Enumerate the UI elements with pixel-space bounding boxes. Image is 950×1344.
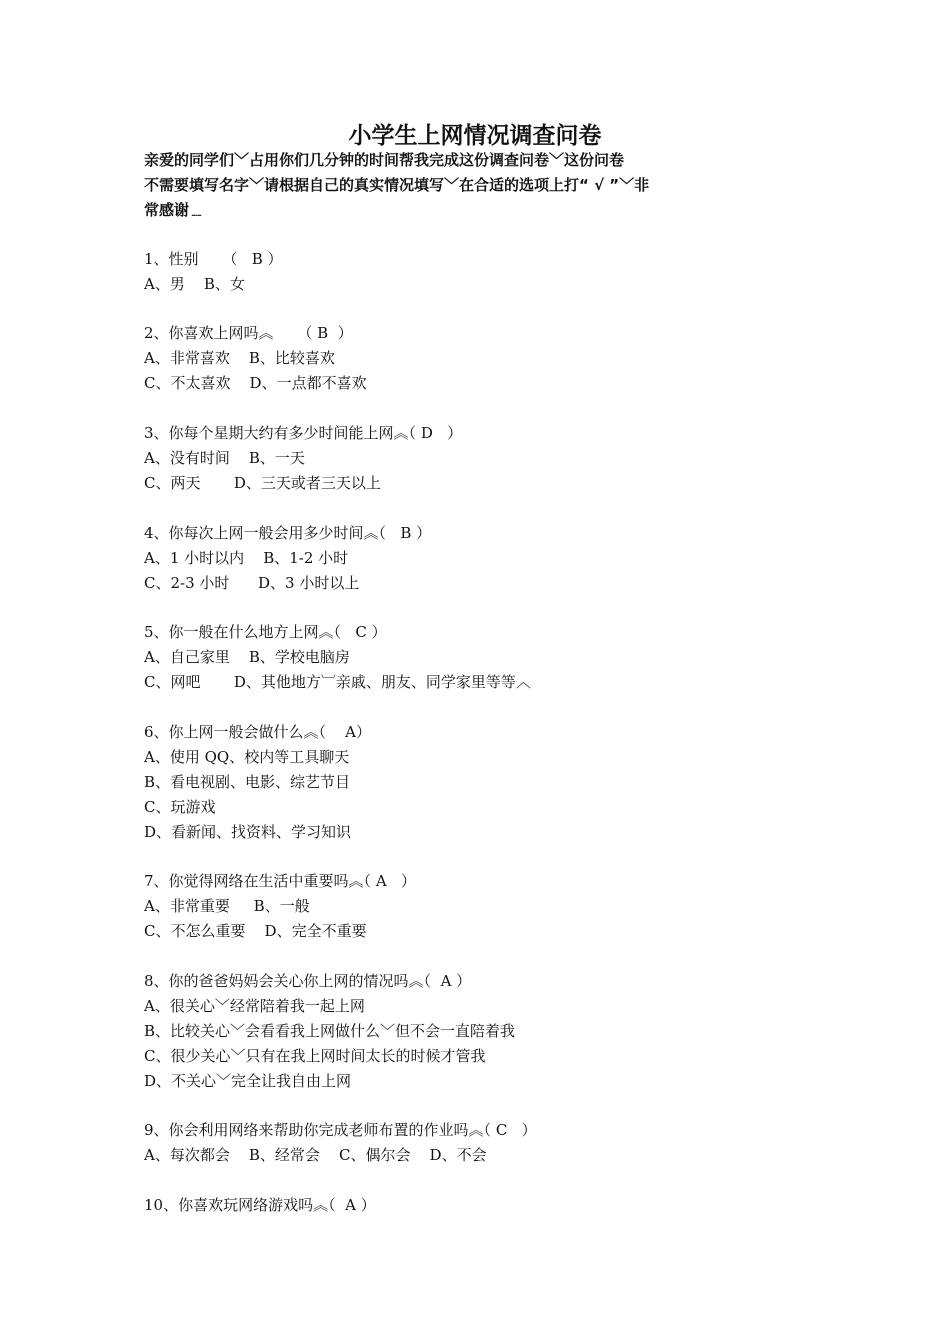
question-3-option-line-2: C、两天 D、三天或者三天以上	[144, 474, 381, 492]
question-6-option-line-3: C、玩游戏	[144, 798, 216, 816]
question-7-option-line-2: C、不怎么重要 D、完全不重要	[144, 922, 367, 940]
question-9-prompt: 9、你会利用网络来帮助你完成老师布置的作业吗︽（ C ）	[144, 1121, 537, 1139]
question-5-option-line-1: A、自己家里 B、学校电脑房	[144, 648, 350, 666]
intro-line-3: 常感谢﹎	[144, 201, 205, 219]
question-5-prompt: 5、你一般在什么地方上网︽（ C ）	[144, 623, 387, 641]
question-4-option-line-2: C、2-3 小时 D、3 小时以上	[144, 574, 360, 592]
intro-line-1: 亲爱的同学们﹀占用你们几分钟的时间帮我完成这份调查问卷﹀这份问卷	[144, 151, 625, 169]
question-6-prompt: 6、你上网一般会做什么︽（ A）	[144, 723, 371, 741]
question-2-option-line-1: A、非常喜欢 B、比较喜欢	[144, 349, 335, 367]
question-6-option-line-1: A、使用 QQ、校内等工具聊天	[144, 748, 350, 766]
question-6-option-line-2: B、看电视剧、电影、综艺节目	[144, 773, 351, 791]
question-10-prompt: 10、你喜欢玩网络游戏吗︽（ A ）	[144, 1196, 376, 1214]
question-2-prompt: 2、你喜欢上网吗︽ （ B ）	[144, 324, 353, 342]
question-8-option-line-4: D、不关心﹀完全让我自由上网	[144, 1072, 352, 1090]
question-8-option-line-3: C、很少关心﹀只有在我上网时间太长的时候才管我	[144, 1047, 486, 1065]
question-8-option-line-2: B、比较关心﹀会看看我上网做什么﹀但不会一直陪着我	[144, 1022, 516, 1040]
question-8-option-line-1: A、很关心﹀经常陪着我一起上网	[144, 997, 365, 1015]
question-1-option-line-1: A、男 B、女	[144, 275, 245, 293]
question-8-prompt: 8、你的爸爸妈妈会关心你上网的情况吗︽（ A ）	[144, 972, 472, 990]
document-title: 小学生上网情况调查问卷	[348, 122, 602, 149]
question-9-option-line-1: A、每次都会 B、经常会 C、偶尔会 D、不会	[144, 1146, 487, 1164]
question-7-prompt: 7、你觉得网络在生活中重要吗︽（ A ）	[144, 872, 416, 890]
question-4-option-line-1: A、1 小时以内 B、1-2 小时	[144, 549, 349, 567]
question-6-option-line-4: D、看新闻、找资料、学习知识	[144, 823, 352, 841]
question-5-option-line-2: C、网吧 D、其他地方︺亲戚、朋友、同学家里等等︿	[144, 673, 531, 691]
question-7-option-line-1: A、非常重要 B、一般	[144, 897, 310, 915]
question-2-option-line-2: C、不太喜欢 D、一点都不喜欢	[144, 374, 367, 392]
intro-line-2: 不需要填写名字﹀请根据自己的真实情况填写﹀在合适的选项上打“ √ ”﹀非	[144, 176, 650, 194]
question-1-prompt: 1、性别 （ B ）	[144, 250, 283, 268]
question-4-prompt: 4、你每次上网一般会用多少时间︽（ B ）	[144, 524, 432, 542]
question-3-prompt: 3、你每个星期大约有多少时间能上网︽（ D ）	[144, 424, 463, 442]
question-3-option-line-1: A、没有时间 B、一天	[144, 449, 305, 467]
